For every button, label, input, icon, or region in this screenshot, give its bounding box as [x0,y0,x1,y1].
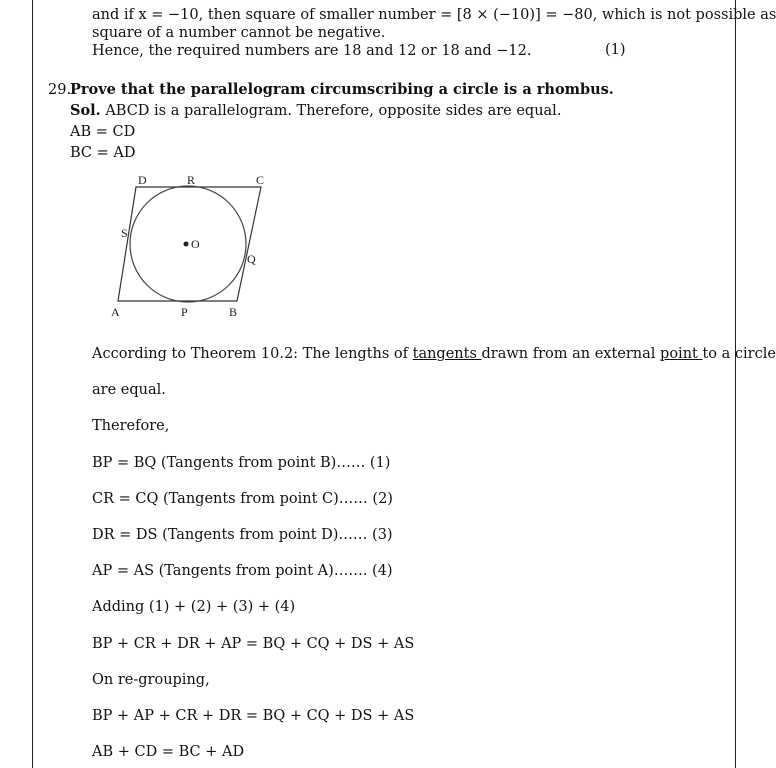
step-2: CR = CQ (Tangents from point C)…… (2) [92,491,393,507]
sum-equation: BP + CR + DR + AP = BQ + CQ + DS + AS [92,636,415,652]
solution-line [70,102,561,120]
label-r: R [187,173,196,187]
label-d: D [138,173,147,187]
therefore-text: Therefore, [92,418,170,434]
prev-line-2: square of a number cannot be negative. [92,25,386,41]
step-1: BP = BQ (Tangents from point B)…… (1) [92,455,391,471]
prev-line-3: Hence, the required numbers are 18 and 12 or 18 and −12. [92,43,532,59]
theorem-line-2: are equal. [92,382,166,398]
regrouped-equation: BP + AP + CR + DR = BQ + CQ + DS + AS [92,708,415,724]
adding-text: Adding (1) + (2) + (3) + (4) [92,599,296,615]
theorem-prefix: According to Theorem 10.2: The lengths of [92,346,413,362]
solution-label: Sol. [70,102,101,119]
step-3: DR = DS (Tangents from point D)…… (3) [92,527,393,543]
prev-line-1: and if x = −10, then square of smaller number = [8 × (−10)] = −80, which is not possible as [92,7,776,23]
theorem-line-1 [92,345,776,363]
equation-bc-ad: BC = AD [70,145,136,161]
label-c: C [256,173,265,187]
point-link[interactable]: point [660,346,703,362]
label-o: O [191,237,200,251]
equation-ab-cd: AB = CD [70,124,136,140]
step-4: AP = AS (Tangents from point A)……. (4) [92,563,393,579]
solution-text: ABCD is a parallelogram. Therefore, opposite sides are equal. [105,103,562,119]
label-p: P [181,305,188,319]
final-equation: AB + CD = BC + AD [92,744,245,760]
label-q: Q [247,252,256,266]
theorem-suffix: to a circle [702,346,776,362]
theorem-mid: drawn from an external [481,346,661,362]
regroup-text: On re-grouping, [92,672,210,688]
label-a: A [111,305,120,319]
question-text: Prove that the parallelogram circumscribing a circle is a rhombus. [70,81,614,98]
label-s: S [121,226,128,240]
tangents-link[interactable]: tangents [412,346,482,362]
prev-marks: (1) [605,42,626,58]
label-b: B [229,305,238,319]
question-number: 29. [48,82,72,98]
